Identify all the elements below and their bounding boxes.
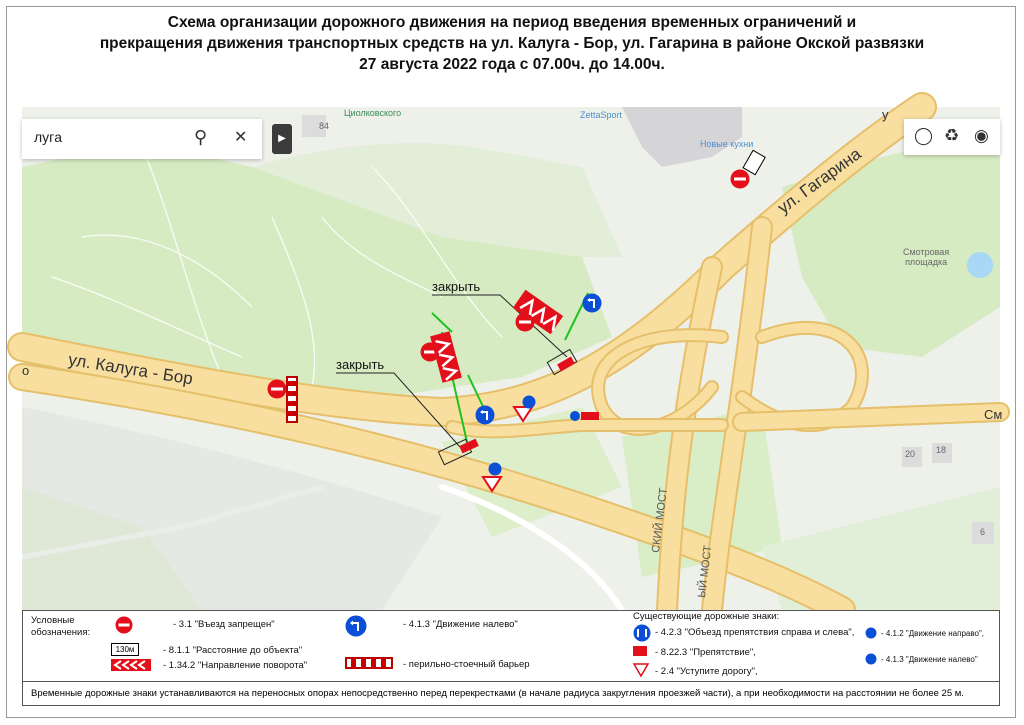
- obstacle-sign: [633, 645, 647, 657]
- label-most-right: ЫЙ МОСТ: [696, 544, 715, 599]
- turn-left-small-sign: [865, 653, 877, 665]
- legend-existing-item: - 2.4 "Уступите дорогу",: [655, 666, 758, 677]
- distance-plate: 130м: [111, 643, 139, 656]
- street-label-kaluga: ул. Калуга - Бор: [67, 350, 195, 389]
- label-house-6: 6: [980, 527, 986, 537]
- yield-sign: [633, 663, 649, 677]
- legend-existing-heading: Существующие дорожные знаки:: [633, 611, 780, 622]
- legend-item: - 8.1.1 "Расстояние до объекта": [163, 645, 303, 656]
- turn-left-small-sign: [488, 462, 502, 476]
- street-label-gagarina: ул. Гагарина: [774, 144, 865, 218]
- yield-sign: [481, 475, 503, 493]
- annotation-close-2: закрыть: [336, 357, 385, 372]
- legend-item: - 3.1 "Въезд запрещен": [173, 619, 275, 630]
- globe-icon[interactable]: ◯: [914, 126, 934, 145]
- no-entry-sign: [115, 616, 133, 634]
- barrier-sign: [345, 657, 393, 669]
- close-icon[interactable]: ✕: [234, 129, 248, 146]
- label-house-20: 20: [905, 449, 916, 459]
- search-icon[interactable]: ⚲: [194, 127, 208, 147]
- label-smotrovaya: Смотровая площадка: [903, 247, 950, 267]
- legend-existing-item: - 4.1.3 "Движение налево": [881, 655, 978, 664]
- legend-existing-item: - 4.2.3 "Объезд препятствия справа и слева",: [655, 627, 855, 638]
- legend-item: - 1.34.2 "Направление поворота": [163, 660, 308, 671]
- search-input[interactable]: лугa: [34, 129, 63, 145]
- turn-left-sign: [345, 615, 367, 637]
- legend-item: - перильно-стоечный барьер: [403, 659, 530, 670]
- label-letter-u: у: [882, 107, 889, 122]
- no-entry-sign: [267, 379, 287, 399]
- annotation-close-1: закрыть: [432, 279, 481, 294]
- label-most-left: СКИЙ МОСТ: [650, 487, 670, 554]
- legend-item: - 4.1.3 "Движение налево": [403, 619, 518, 630]
- obstacle-sign: [570, 410, 600, 422]
- title-line-3: 27 августа 2022 года с 07.00ч. до 14.00ч.: [359, 56, 665, 73]
- turn-right-sign: [865, 627, 877, 639]
- scheme-title: [0, 12, 1024, 75]
- legend-existing-item: - 4.1.2 "Движение направо",: [881, 629, 985, 638]
- no-entry-sign: [730, 169, 750, 189]
- label-tsiolkovsky: Циолковского: [344, 108, 402, 118]
- label-novye-kukhni: Новые кухни: [700, 139, 754, 149]
- map-view[interactable]: [22, 107, 1003, 610]
- turn-direction-sign: [111, 659, 151, 671]
- turn-left-small-sign: [522, 395, 536, 409]
- panel-toggle-button[interactable]: ▶: [272, 124, 292, 154]
- legend-heading: Условные обозначения:: [31, 615, 91, 638]
- label-letter-o: о: [22, 363, 30, 378]
- title-line-2: прекращения движения транспортных средств на ул. Калуга - Бор, ул. Гагарина в районе Окской развязки: [99, 35, 925, 52]
- label-sm: См: [984, 407, 1003, 422]
- camera-icon[interactable]: ◉: [974, 126, 989, 145]
- label-house-84: 84: [319, 121, 330, 131]
- turn-left-sign: [475, 405, 495, 425]
- layers-icon[interactable]: ♻: [944, 126, 960, 145]
- footer-note: Временные дорожные знаки устанавливаются на переносных опорах непосредственно перед перекрестками (в начале радиуса закругления проезжей части), а при необходимости на расстоянии не более 25 м.: [22, 682, 1000, 706]
- turn-left-sign: [582, 293, 602, 313]
- title-line-1: Схема организации дорожного движения на период введения временных ограничений и: [167, 14, 857, 31]
- legend-existing-item: - 8.22.3 "Препятствие",: [655, 647, 756, 658]
- map-legend: [22, 610, 1000, 682]
- barrier-sign: [285, 377, 299, 422]
- label-zettasport: ZettaSport: [580, 110, 623, 120]
- label-house-18: 18: [936, 445, 947, 455]
- annotation-leaders: [22, 107, 1003, 610]
- obstacle-bypass-sign: [633, 624, 651, 642]
